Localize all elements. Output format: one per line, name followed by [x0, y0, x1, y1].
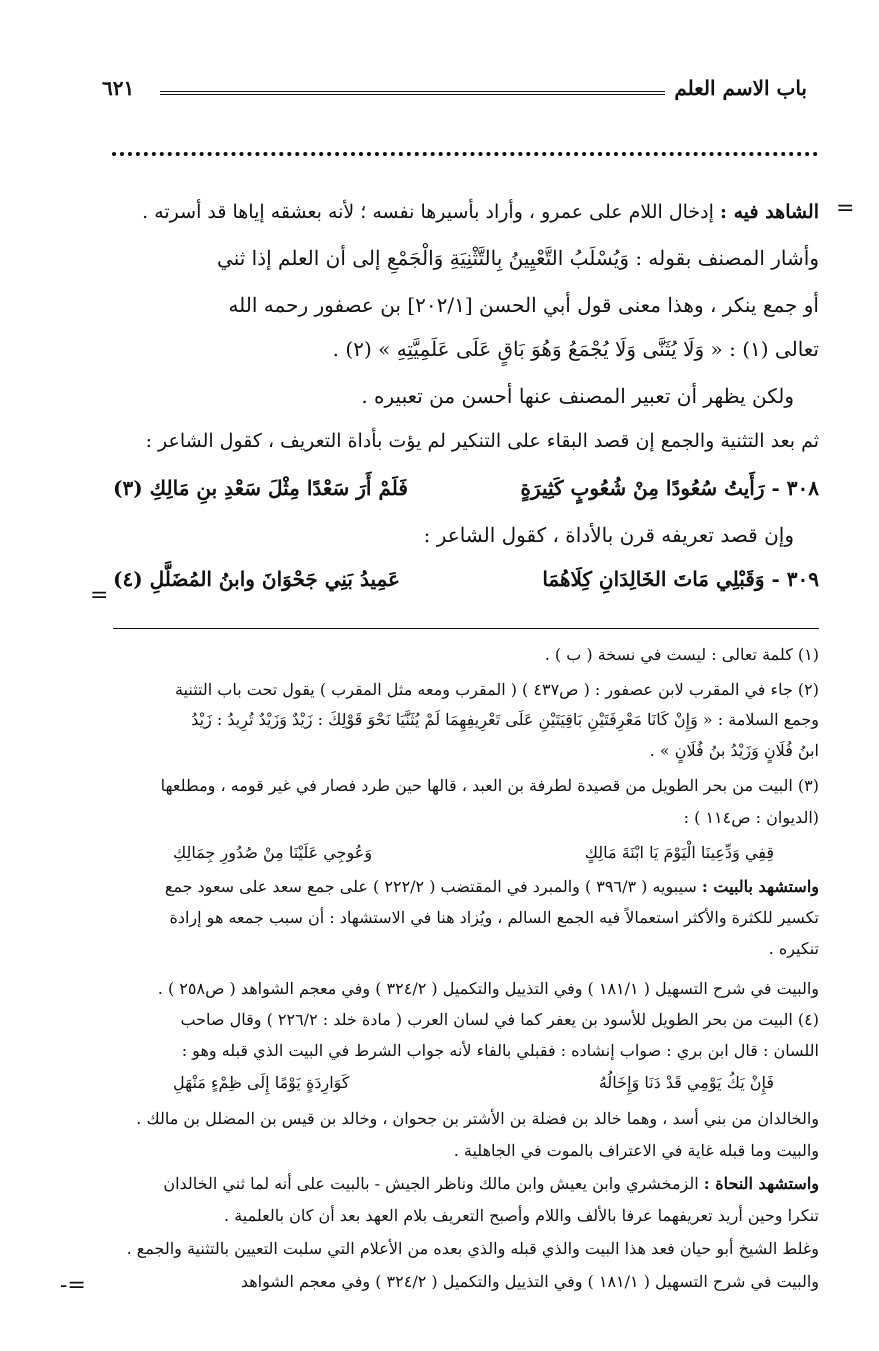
footnote-line: (٢) جاء في المقرب لابن عصفور : ( ص٤٣٧ ) ( المقرب ومعه مثل المقرب ) يقول تحت باب التثنية: [174, 680, 819, 699]
continuation-mark-out: =-: [60, 1273, 86, 1298]
paragraph-line: [114, 523, 794, 555]
footnote-line: (٤) البيت من بحر الطويل للأسود بن يعفر كما في لسان العرب ( مادة خلد : ٢٢٦/٢ ) وقال صاحب: [180, 1010, 819, 1029]
footnote-line: وغلط الشيخ أبو حيان فعد هذا البيت والذي قبله والذي بعده من الأعلام التي سلبت التعيين بالتثنية والجمع .: [126, 1239, 819, 1258]
footnote-line: [113, 741, 819, 765]
footnote-line: والبيت في شرح التسهيل ( ١٨١/١ ) وفي التذييل والتكميل ( ٣٢٤/٢ ) وفي معجم الشواهد: [240, 1272, 819, 1291]
verse-hemistich-b: كَوَارِدَةٍ يَوْمًا إِلَى ظِمْءٍ مَنْهَلِ: [173, 1073, 350, 1092]
footnote-line: تنكرا وحين أريد تعريفهما عرفا بالألف واللام وأصبح التعريف بلام العهد بعد أن كان بالعلمية .: [224, 1206, 819, 1225]
footnote-line: [113, 710, 819, 734]
header-rule: [160, 91, 665, 95]
verse-hemistich-b: وَعُوجِي عَلَيْنَا مِنْ صُدُورِ جِمَالِكِ: [173, 843, 373, 862]
paragraph-line: [113, 337, 819, 369]
footnote-line: [113, 1206, 819, 1230]
footnote-line: [113, 1041, 819, 1065]
verse-hemistich-b: فَلَمْ أَرَ سَعْدًا مِثْلَ سَعْدِ بنِ مَالِكِ (٣): [113, 476, 408, 500]
footnote-line: ابنُ فُلَانٍ وَزَيْدُ بنُ فُلَانٍ » .: [649, 741, 819, 760]
verse-number: ٣٠٨ -: [771, 476, 819, 500]
footnote-line: والخالدان من بني أسد ، وهما خالد بن فضلة بن الأشتر بن جحوان ، وخالد بن قيس بن المضلل بن مالك .: [136, 1109, 819, 1128]
footnote-line: وجمع السلامة : « وَإِنْ كَانَا مَعْرِفَتَيْنِ بَاقِيَتَيْنِ عَلَى تَعْرِيفِهِمَا لَمْ يُثَنَّيَا نَحْوَ قَوْلِكَ : زَيْدٌ وَزَيْدٌ تُرِيدُ : زَيْدُ: [191, 710, 819, 729]
footnote-label: واستشهد بالبيت :: [701, 877, 819, 896]
continuation-mark-verse: =: [90, 583, 109, 608]
paragraph-line: [114, 384, 794, 416]
paragraph-line: [113, 246, 819, 278]
main-line: وأشار المصنف بقوله : وَيُسْلَبُ التَّعْيِينُ بِالتَّثْنِيَةِ وَالْجَمْعِ إلى أن العلم إذا ثني: [217, 246, 819, 270]
main-line: ثم بعد التثنية والجمع إن قصد البقاء على التنكير لم يؤت بأداة التعريف ، كقول الشاعر :: [145, 430, 819, 452]
footnote-line: [113, 908, 819, 932]
footnote-verse: [113, 1073, 819, 1099]
footnote-label: واستشهد النحاة :: [703, 1174, 819, 1193]
verse-309: [113, 567, 819, 601]
footnote-text: سيبويه ( ٣٩٦/٣ ) والمبرد في المقتضب ( ٢٢٢/٢ ) على جمع سعد على سعود جمع: [164, 877, 697, 896]
footnote-4: [113, 1010, 819, 1034]
footnote-line: والبيت وما قبله غاية في الاعتراف بالموت في الجاهلية .: [453, 1141, 819, 1160]
footnote-1: [113, 645, 819, 669]
footnote-line: [113, 808, 819, 832]
verse-hemistich-b: عَمِيدُ بَنِي جَحْوَانَ وابنُ المُضَلَّلِ (٤): [113, 567, 400, 591]
footnote-line: (١) كلمة تعالى : ليست في نسخة ( ب ) .: [544, 645, 819, 664]
chapter-title: باب الاسم العلم: [674, 76, 807, 100]
footnote-line: [113, 1239, 819, 1263]
footnote-verse: [113, 843, 819, 869]
footnote-text: الزمخشري وابن يعيش وابن مالك وناظر الجيش - بالبيت على أنه لما ثني الخالدان: [163, 1174, 699, 1193]
main-line: وإن قصد تعريفه قرن بالأداة ، كقول الشاعر :: [423, 523, 794, 547]
shahid-label: الشاهد فيه :: [719, 201, 819, 223]
footnote-line: والبيت في شرح التسهيل ( ١٨١/١ ) وفي التذييل والتكميل ( ٣٢٤/٢ ) وفي معجم الشواهد ( ص٢٥٨ ) .: [157, 979, 819, 998]
main-line: ولكن يظهر أن تعبير المصنف عنها أحسن من تعبيره .: [361, 384, 794, 408]
footnote-line: [113, 979, 819, 1003]
footnote-line: تنكيره .: [768, 939, 819, 958]
footnote-3: [113, 776, 819, 800]
footnote-rule: [113, 628, 819, 629]
main-line: أو جمع ينكر ، وهذا معنى قول أبي الحسن [٢٠٢/١] بن عصفور رحمه الله: [228, 293, 819, 317]
paragraph-line: [113, 293, 819, 325]
dotted-separator: [112, 152, 818, 156]
footnote-line: [113, 1174, 819, 1198]
verse-number: ٣٠٩ -: [771, 567, 819, 591]
verse-hemistich-a: رَأَيتُ سُعُودًا مِنْ شُعُوبٍ كَثِيرَةٍ: [520, 476, 765, 500]
paragraph-shahid: [113, 201, 819, 231]
footnote-line: (٣) البيت من بحر الطويل من قصيدة لطرفة بن العبد ، قالها حين طرد فصار في غير قومه ، ومطلعها: [160, 776, 819, 795]
footnote-line: [113, 939, 819, 963]
footnote-line: اللسان : قال ابن بري : صواب إنشاده : فقبلي بالفاء لأنه جواب الشرط في البيت الذي قبله وهو :: [181, 1041, 819, 1060]
shahid-text: إدخال اللام على عمرو ، وأراد بأسيرها نفسه ؛ لأنه بعشقه إياها قد أسرته .: [142, 201, 714, 223]
footnote-line: [113, 877, 819, 901]
page-number: ٦٢١: [102, 76, 135, 100]
footnote-line: [113, 1109, 819, 1133]
verse-hemistich-a: قِفِي وَدِّعِينَا الْيَوْمَ يَا ابْنَةَ مَالِكٍ: [584, 843, 774, 862]
verse-308: [113, 476, 819, 510]
footnote-line: (الديوان : ص١١٤ ) :: [683, 808, 819, 827]
footnote-line: [113, 1272, 819, 1296]
main-line: تعالى (١) : « وَلَا يُثَنَّى وَلَا يُجْمَعُ وَهُوَ بَاقٍ عَلَى عَلَمِيَّتِهِ » (٢) .: [332, 337, 819, 361]
footnote-line: [113, 1141, 819, 1165]
footnote-2: [113, 680, 819, 704]
continuation-mark-in: =: [836, 196, 855, 221]
paragraph-line: [113, 430, 819, 460]
footnote-line: تكسير للكثرة والأكثر استعمالاً فيه الجمع السالم ، ويُزاد هنا في الاستشهاد : أن سبب جمعه هو إرادة: [169, 908, 819, 927]
verse-hemistich-a: فَإِنْ يَكُ يَوْمِي قَدْ دَنَا وَإِخَالُهُ: [598, 1073, 774, 1092]
verse-hemistich-a: وَقَبْلِي مَاتَ الخَالِدَانِ كِلَاهُمَا: [542, 567, 765, 591]
